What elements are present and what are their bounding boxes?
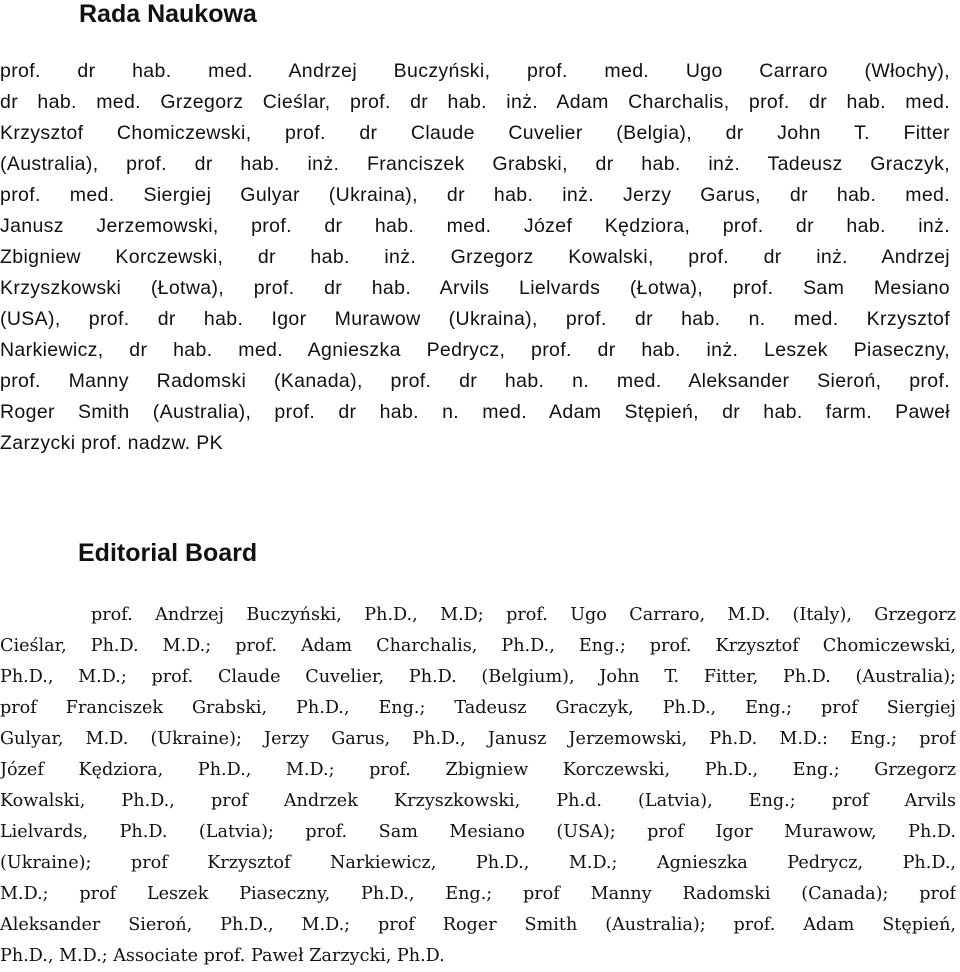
paragraph-line: Krzysztof Chomiczewski, prof. dr Claude Cuvelier (Belgia), dr John T. Fitter: [0, 122, 950, 144]
paragraph-line: Ph.D., M.D.; Associate prof. Paweł Zarzycki, Ph.D.: [0, 946, 445, 966]
paragraph-line: Józef Kędziora, Ph.D., M.D.; prof. Zbigniew Korczewski, Ph.D., Eng.; Grzegorz: [0, 760, 956, 780]
paragraph-line: Gulyar, M.D. (Ukraine); Jerzy Garus, Ph.D., Janusz Jerzemowski, Ph.D. M.D.: Eng.; prof: [0, 729, 956, 749]
paragraph-line: Aleksander Sieroń, Ph.D., M.D.; prof Roger Smith (Australia); prof. Adam Stępień,: [0, 915, 956, 935]
editorial-board-heading: Editorial Board: [78, 539, 258, 567]
paragraph-line: (Australia), prof. dr hab. inż. Franciszek Grabski, dr hab. inż. Tadeusz Graczyk,: [0, 153, 950, 175]
paragraph-line: prof. dr hab. med. Andrzej Buczyński, prof. med. Ugo Carraro (Włochy),: [0, 60, 950, 82]
paragraph-line: prof Franciszek Grabski, Ph.D., Eng.; Tadeusz Graczyk, Ph.D., Eng.; prof Siergiej: [0, 698, 956, 718]
paragraph-line: Lielvards, Ph.D. (Latvia); prof. Sam Mesiano (USA); prof Igor Murawow, Ph.D.: [0, 822, 956, 842]
paragraph-line: Zarzycki prof. nadzw. PK: [0, 432, 223, 454]
paragraph-line: M.D.; prof Leszek Piaseczny, Ph.D., Eng.; prof Manny Radomski (Canada); prof: [0, 884, 956, 904]
paragraph-line: Kowalski, Ph.D., prof Andrzek Krzyszkowski, Ph.d. (Latvia), Eng.; prof Arvils: [0, 791, 956, 811]
rada-naukowa-paragraph: [0, 56, 950, 459]
paragraph-line: prof. Manny Radomski (Kanada), prof. dr hab. n. med. Aleksander Sieroń, prof.: [0, 370, 950, 392]
paragraph-line: prof. med. Siergiej Gulyar (Ukraina), dr hab. inż. Jerzy Garus, dr hab. med.: [0, 184, 950, 206]
paragraph-line: (USA), prof. dr hab. Igor Murawow (Ukraina), prof. dr hab. n. med. Krzysztof: [0, 308, 950, 330]
paragraph-line: Zbigniew Korczewski, dr hab. inż. Grzegorz Kowalski, prof. dr inż. Andrzej: [0, 246, 950, 268]
paragraph-line: prof. Andrzej Buczyński, Ph.D., M.D; prof. Ugo Carraro, M.D. (Italy), Grzegorz: [91, 605, 956, 625]
paragraph-line: Janusz Jerzemowski, prof. dr hab. med. Józef Kędziora, prof. dr hab. inż.: [0, 215, 950, 237]
paragraph-line: Krzyszkowski (Łotwa), prof. dr hab. Arvils Lielvards (Łotwa), prof. Sam Mesiano: [0, 277, 950, 299]
paragraph-line: Cieślar, Ph.D. M.D.; prof. Adam Charchalis, Ph.D., Eng.; prof. Krzysztof Chomiczewski,: [0, 636, 956, 656]
paragraph-line: Ph.D., M.D.; prof. Claude Cuvelier, Ph.D. (Belgium), John T. Fitter, Ph.D. (Australia);: [0, 667, 956, 687]
editorial-board-paragraph: [0, 600, 956, 972]
paragraph-line: (Ukraine); prof Krzysztof Narkiewicz, Ph.D., M.D.; Agnieszka Pedrycz, Ph.D.,: [0, 853, 956, 873]
paragraph-line: dr hab. med. Grzegorz Cieślar, prof. dr hab. inż. Adam Charchalis, prof. dr hab. med.: [0, 91, 950, 113]
paragraph-line: Roger Smith (Australia), prof. dr hab. n. med. Adam Stępień, dr hab. farm. Paweł: [0, 401, 950, 423]
paragraph-line: Narkiewicz, dr hab. med. Agnieszka Pedrycz, prof. dr hab. inż. Leszek Piaseczny,: [0, 339, 950, 361]
rada-naukowa-heading: Rada Naukowa: [79, 0, 257, 28]
